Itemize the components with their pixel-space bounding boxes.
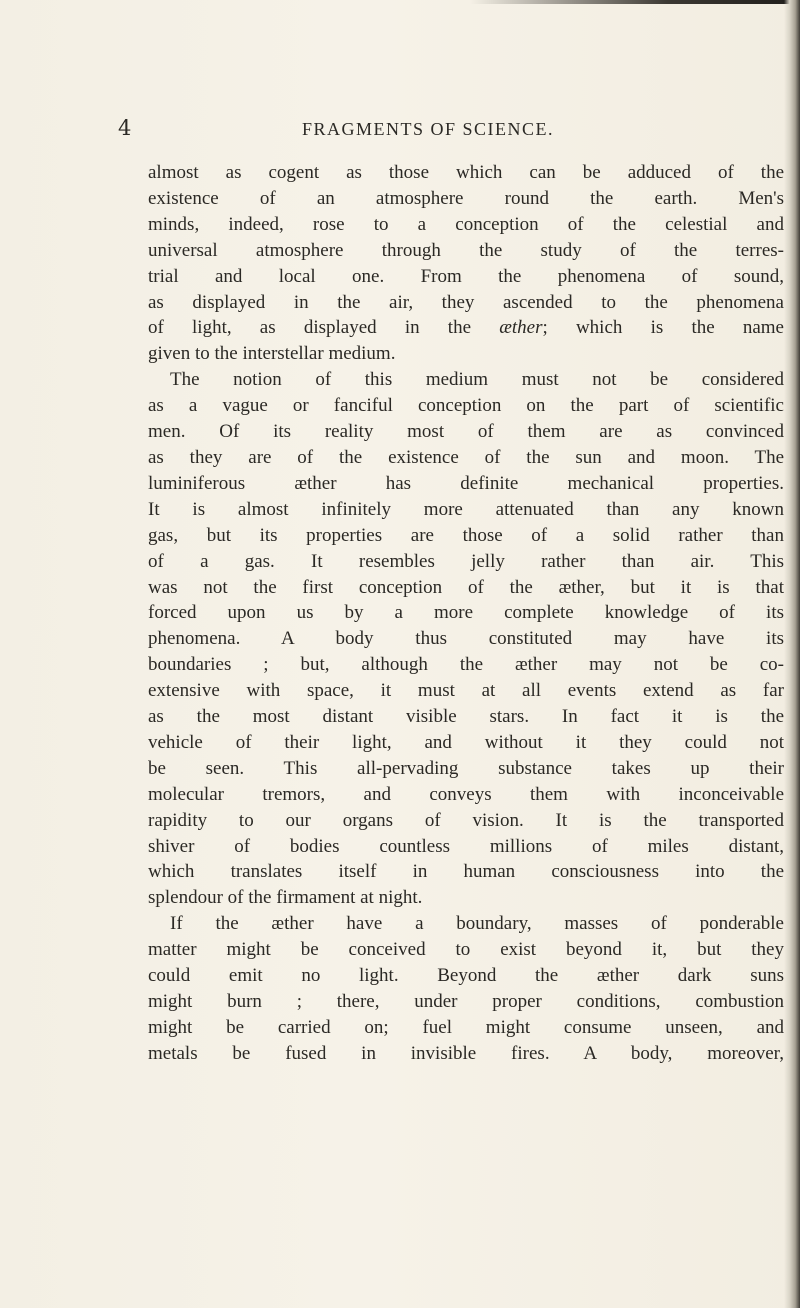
text-line: rapidity to our organs of vision. It is the transported bbox=[148, 809, 784, 831]
text-line: which translates itself in human consciousness into the bbox=[148, 861, 784, 883]
text-line: might be carried on; fuel might consume unseen, and bbox=[148, 1016, 784, 1038]
text-line: phenomena. A body thus constituted may have its bbox=[148, 628, 784, 650]
text-line: vehicle of their light, and without it they could not bbox=[148, 731, 784, 753]
text-line: as the most distant visible stars. In fact it is the bbox=[148, 706, 784, 728]
text-line: might burn ; there, under proper conditions, combustion bbox=[148, 991, 784, 1012]
page-number: 4 bbox=[118, 116, 133, 140]
text-line: men. Of its reality most of them are as convinced bbox=[148, 421, 784, 443]
text-line: be seen. This all-pervading substance takes up their bbox=[148, 757, 784, 779]
text-line: universal atmosphere through the study of the terres- bbox=[148, 239, 784, 261]
text-line: was not the first conception of the æther, but it is that bbox=[148, 576, 784, 598]
text-line: metals be fused in invisible fires. A body, moreover, bbox=[148, 1042, 784, 1064]
text-line: minds, indeed, rose to a conception of the celestial and bbox=[148, 213, 784, 235]
text-line: as they are of the existence of the sun and moon. The bbox=[148, 446, 784, 468]
text-line: existence of an atmosphere round the earth. Men's bbox=[148, 187, 784, 209]
text-run: ; which is the name bbox=[542, 317, 784, 339]
text-run: of light, as displayed in the bbox=[148, 317, 500, 339]
text-line: forced upon us by a more complete knowledge of its bbox=[148, 602, 784, 624]
text-line: could emit no light. Beyond the æther dark suns bbox=[148, 965, 784, 987]
paragraph-end-line: given to the interstellar medium. bbox=[148, 343, 396, 365]
text-line: of a gas. It resembles jelly rather than air. This bbox=[148, 550, 784, 572]
paragraph-start-line: If the æther have a boundary, masses of ponderable bbox=[170, 913, 784, 935]
text-line: It is almost infinitely more attenuated than any known bbox=[148, 498, 784, 520]
text-line: matter might be conceived to exist beyond it, but they bbox=[148, 939, 784, 961]
binding-shadow bbox=[784, 0, 800, 1308]
italic-term: æther bbox=[499, 317, 543, 339]
paragraph-end-line: splendour of the firmament at night. bbox=[148, 887, 423, 909]
text-line: almost as cogent as those which can be adduced of the bbox=[148, 162, 784, 183]
text-line: gas, but its properties are those of a solid rather than bbox=[148, 524, 784, 546]
text-line: boundaries ; but, although the æther may not be co- bbox=[148, 654, 784, 676]
text-line: trial and local one. From the phenomena of sound, bbox=[148, 265, 784, 287]
page-header bbox=[118, 116, 698, 146]
text-line: shiver of bodies countless millions of miles distant, bbox=[148, 835, 784, 857]
text-line: molecular tremors, and conveys them with inconceivable bbox=[148, 783, 784, 805]
text-line: luminiferous æther has definite mechanical properties. bbox=[148, 472, 784, 494]
text-line: as displayed in the air, they ascended to the phenomena bbox=[148, 291, 784, 313]
text-line bbox=[148, 315, 784, 341]
text-line: extensive with space, it must at all events extend as far bbox=[148, 680, 784, 702]
text-line: as a vague or fanciful conception on the part of scientific bbox=[148, 395, 784, 417]
scan-top-edge bbox=[470, 0, 800, 4]
body-text bbox=[148, 160, 784, 1067]
paragraph-start-line: The notion of this medium must not be considered bbox=[170, 369, 784, 391]
running-head: FRAGMENTS OF SCIENCE. bbox=[302, 119, 555, 139]
